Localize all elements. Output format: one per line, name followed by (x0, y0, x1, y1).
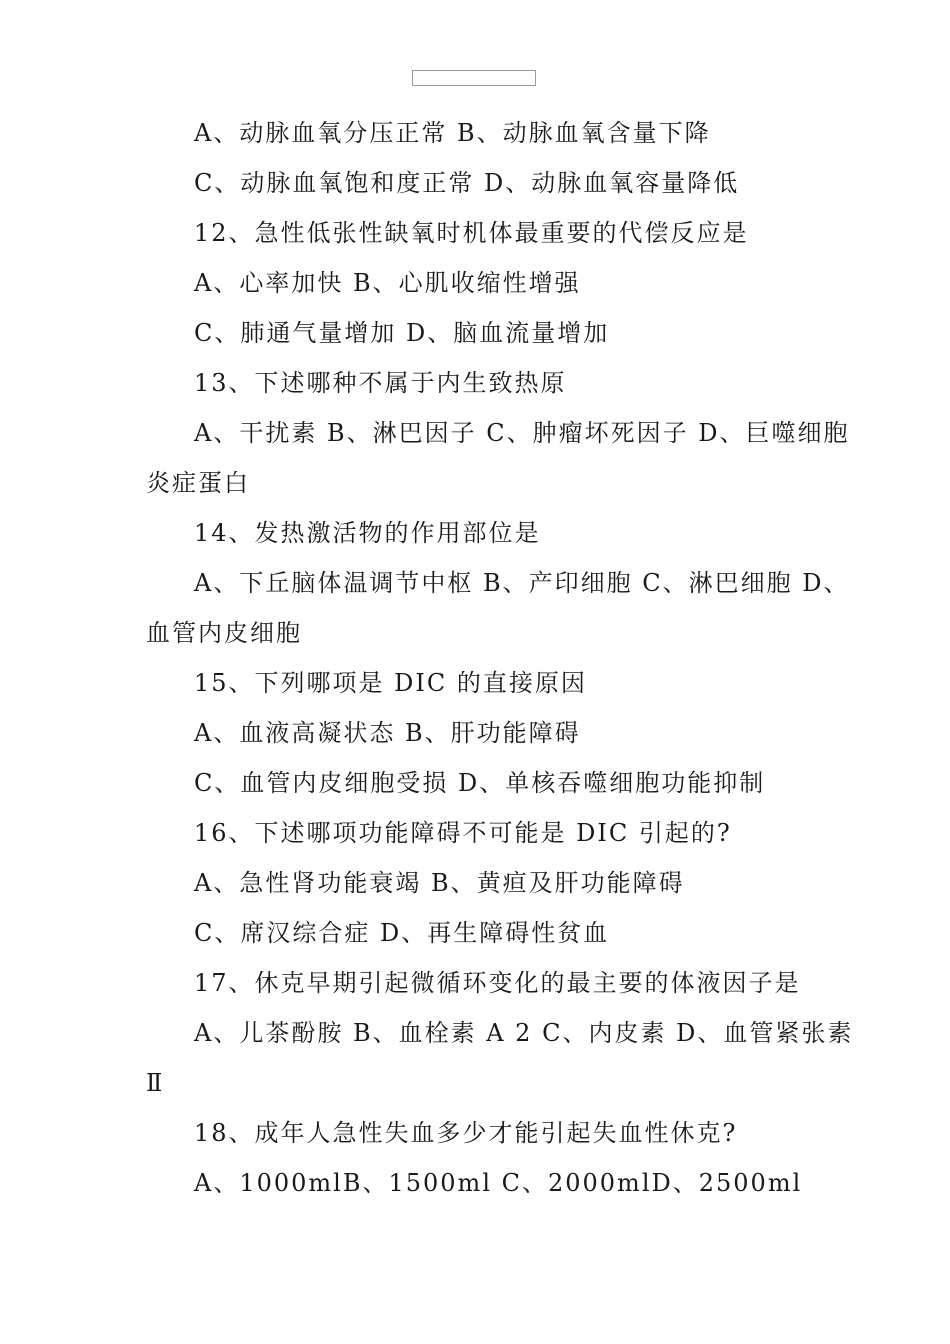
question-line: 17、休克早期引起微循环变化的最主要的体液因子是 (194, 969, 801, 997)
text-line: C、动脉血氧饱和度正常 D、动脉血氧容量降低 (194, 169, 740, 197)
option-line: A、干扰素 B、淋巴因子 C、肿瘤坏死因子 D、巨噬细胞 (194, 419, 850, 447)
option-line: A、儿茶酚胺 B、血栓素 A 2 C、内皮素 D、血管紧张素 (194, 1019, 854, 1047)
question-line: 18、成年人急性失血多少才能引起失血性休克? (194, 1119, 738, 1147)
option-line: A、心率加快 B、心肌收缩性增强 (194, 269, 581, 297)
document-body (146, 108, 854, 1208)
option-line-continuation: Ⅱ (146, 1069, 165, 1097)
option-line: C、肺通气量增加 D、脑血流量增加 (194, 319, 610, 347)
option-line-continuation: 血管内皮细胞 (146, 619, 302, 647)
option-line: C、血管内皮细胞受损 D、单核吞噬细胞功能抑制 (194, 769, 766, 797)
question-line: 14、发热激活物的作用部位是 (194, 519, 541, 547)
page-header-box (412, 70, 536, 86)
option-line: A、急性肾功能衰竭 B、黄疸及肝功能障碍 (194, 869, 685, 897)
option-line: A、下丘脑体温调节中枢 B、产印细胞 C、淋巴细胞 D、 (194, 569, 850, 597)
text-line: A、动脉血氧分压正常 B、动脉血氧含量下降 (194, 119, 711, 147)
question-line: 15、下列哪项是 DIC 的直接原因 (194, 669, 587, 697)
option-line-continuation: 炎症蛋白 (146, 469, 250, 497)
question-line: 16、下述哪项功能障碍不可能是 DIC 引起的? (194, 819, 732, 847)
question-line: 12、急性低张性缺氧时机体最重要的代偿反应是 (194, 219, 749, 247)
option-line: C、席汉综合症 D、再生障碍性贫血 (194, 919, 610, 947)
option-line: A、1000mlB、1500ml C、2000mlD、2500ml (194, 1169, 803, 1197)
question-line: 13、下述哪种不属于内生致热原 (194, 369, 567, 397)
option-line: A、血液高凝状态 B、肝功能障碍 (194, 719, 581, 747)
